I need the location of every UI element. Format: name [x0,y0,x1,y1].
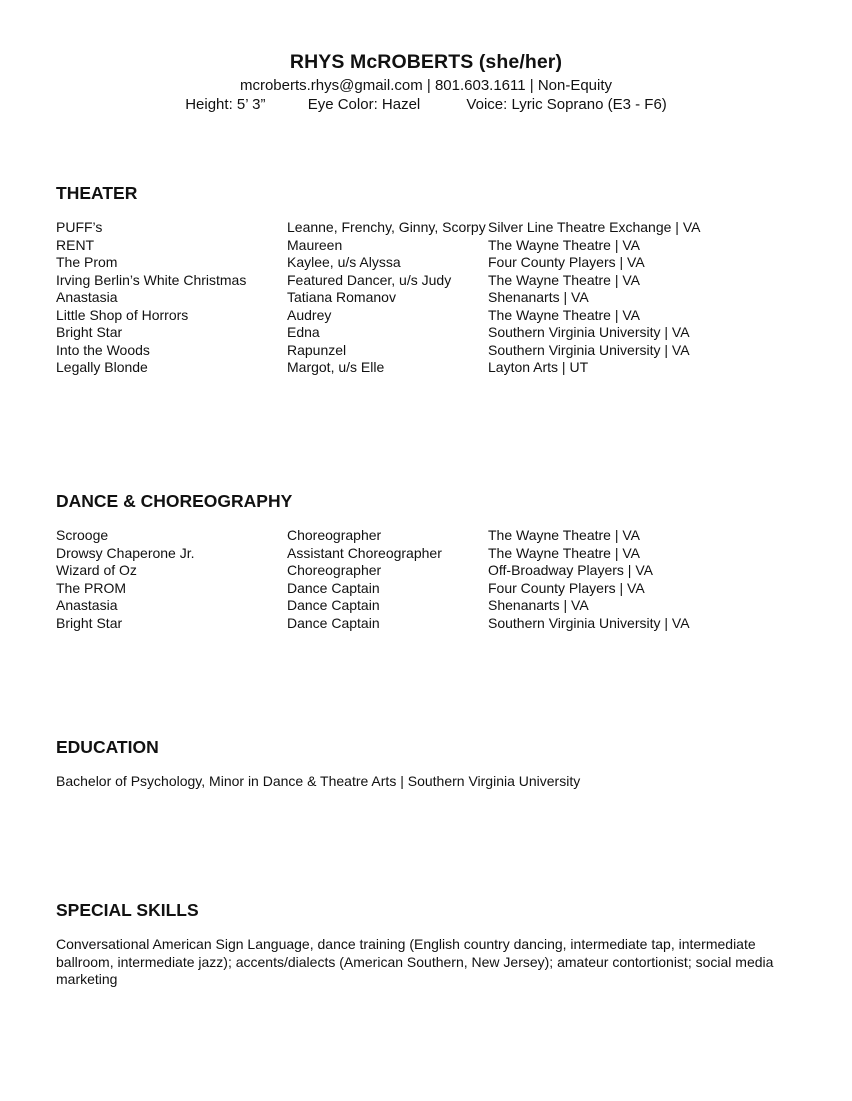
role: Dance Captain [287,597,380,613]
venue: Four County Players | VA [488,579,645,596]
theater-credits [56,219,748,377]
venue: Silver Line Theatre Exchange | VA [488,219,701,235]
role: Dance Captain [287,614,380,631]
role: Maureen [287,236,343,253]
contact-line: mcroberts.rhys@gmail.com | 801.603.1611 | Non-Equity [239,77,613,94]
venue: Four County Players | VA [488,254,645,270]
show-title: Wizard of Oz [56,562,137,578]
credit-row [56,580,748,598]
role: Choreographer [287,562,382,578]
credit-row [56,562,748,580]
venue: Shenanarts | VA [488,289,589,305]
show-title: Bright Star [56,614,123,631]
dance-credits [56,527,748,632]
show-title: PUFF’s [56,219,103,235]
credit-row [56,359,748,377]
venue: The Wayne Theatre | VA [488,544,641,561]
show-title: Scrooge [56,527,109,543]
venue: Southern Virginia University | VA [488,614,690,631]
show-title: The Prom [56,254,118,270]
show-title: Anastasia [56,289,118,305]
show-title: Irving Berlin’s White Christmas [56,271,247,288]
venue: Shenanarts | VA [488,597,589,613]
role: Leanne, Frenchy, Ginny, Scorpy [287,219,486,235]
credit-row [56,237,748,255]
voice-value: Voice: Lyric Soprano (E3 - F6) [466,96,667,113]
role: Edna [287,324,320,340]
credit-row [56,219,748,237]
venue: Off-Broadway Players | VA [488,562,653,578]
education-heading: EDUCATION [56,737,159,757]
show-title: Anastasia [56,597,118,613]
role: Margot, u/s Elle [287,359,385,375]
show-title: RENT [56,236,95,253]
education-text: Bachelor of Psychology, Minor in Dance & Theatre Arts | Southern Virginia University [56,773,581,789]
show-title: The PROM [56,579,127,596]
dance-heading: DANCE & CHOREOGRAPHY [56,491,293,511]
height-value: Height: 5’ 3” [185,96,266,113]
role: Featured Dancer, u/s Judy [287,271,452,288]
credit-row [56,545,748,563]
show-title: Legally Blonde [56,359,148,375]
physical-details [0,95,852,114]
venue: The Wayne Theatre | VA [488,271,641,288]
show-title: Little Shop of Horrors [56,306,189,323]
credit-row [56,272,748,290]
venue: The Wayne Theatre | VA [488,236,641,253]
venue: Southern Virginia University | VA [488,341,690,358]
venue: The Wayne Theatre | VA [488,306,641,323]
role: Tatiana Romanov [287,289,396,305]
role: Kaylee, u/s Alyssa [287,254,401,270]
theater-heading: THEATER [56,183,138,203]
resume-header [0,50,852,114]
performer-name: RHYS McROBERTS (she/her) [289,51,563,73]
role: Rapunzel [287,341,347,358]
role: Choreographer [287,527,382,543]
skills-heading: SPECIAL SKILLS [56,900,199,920]
eye-color-value: Eye Color: Hazel [307,96,421,113]
show-title: Drowsy Chaperone Jr. [56,544,195,561]
credit-row [56,615,748,633]
credit-row [56,254,748,272]
credit-row [56,289,748,307]
role: Assistant Choreographer [287,544,442,561]
credit-row [56,324,748,342]
show-title: Into the Woods [56,341,150,358]
skills-text: Conversational American Sign Language, dance training (English country dancing, intermediate tap, intermediate ballroom, intermediate jazz); accents/dialects (American Southern, New Jersey); amateur contortionist; social media marketing [56,936,774,987]
credit-row [56,527,748,545]
credit-row [56,307,748,325]
credit-row [56,342,748,360]
show-title: Bright Star [56,324,123,340]
venue: Layton Arts | UT [488,359,589,375]
venue: The Wayne Theatre | VA [488,527,641,543]
credit-row [56,597,748,615]
role: Audrey [287,306,332,323]
venue: Southern Virginia University | VA [488,324,690,340]
role: Dance Captain [287,579,380,596]
